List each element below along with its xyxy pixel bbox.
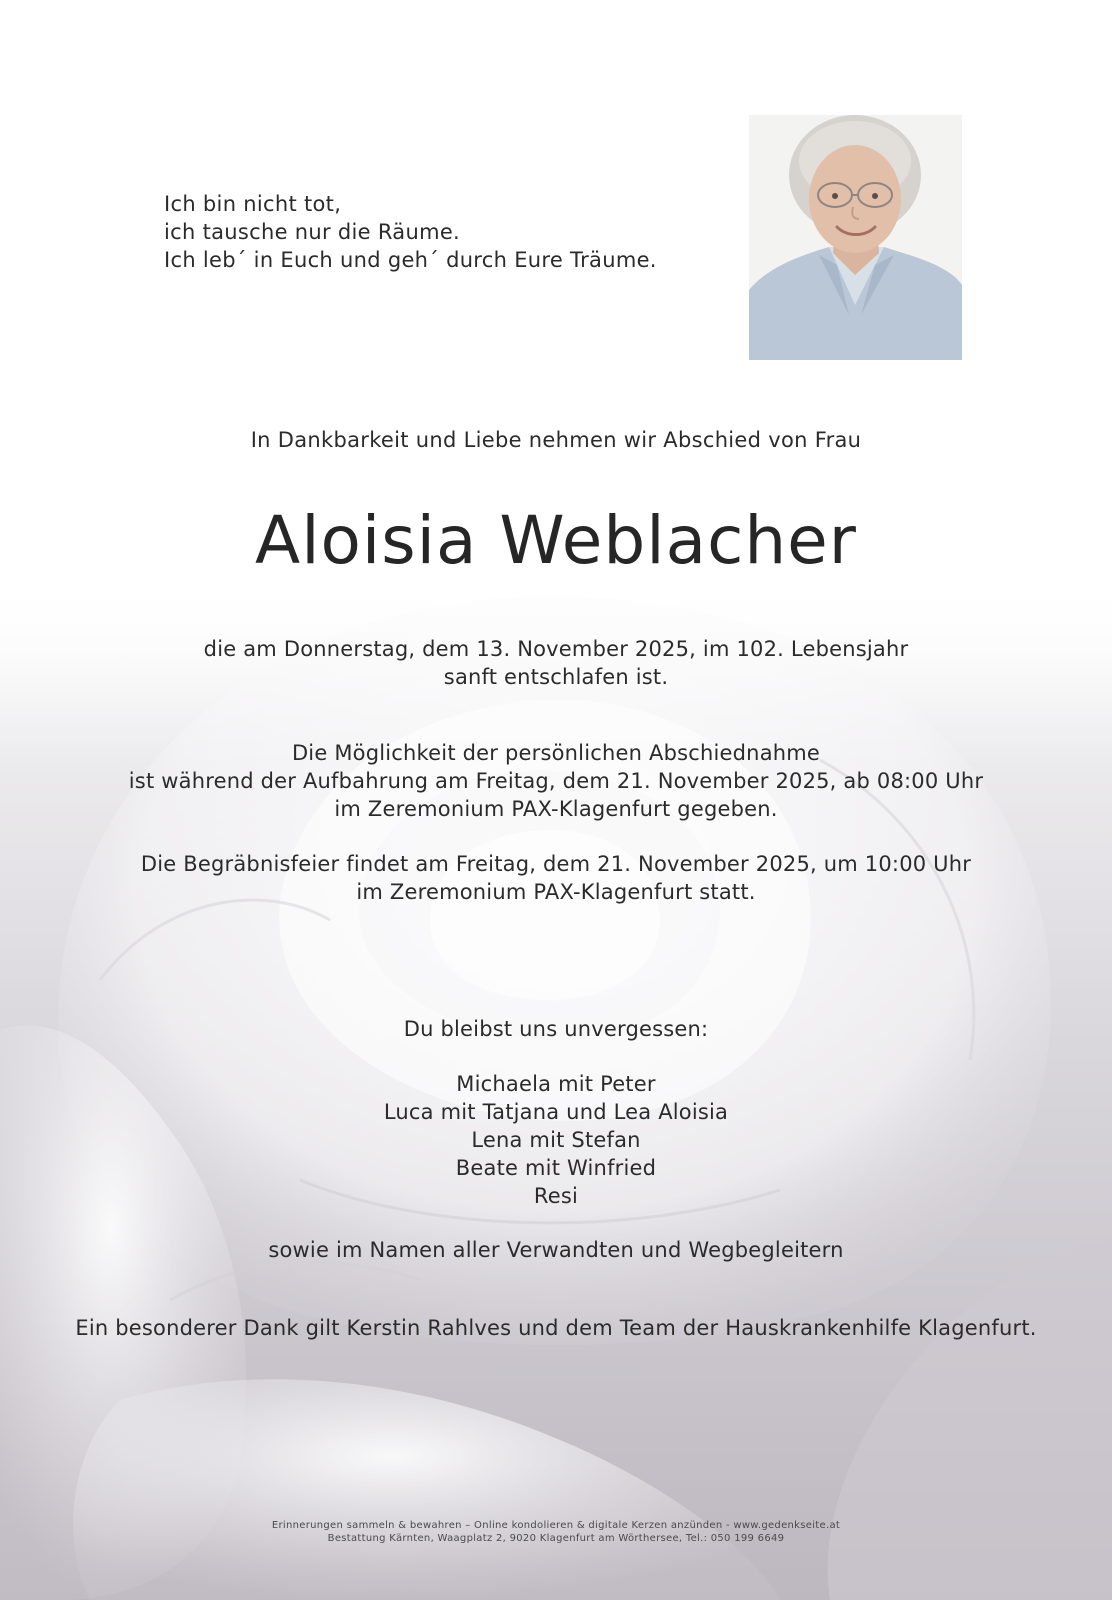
quote-line: Ich leb´ in Euch und geh´ durch Eure Träume.	[164, 248, 657, 272]
family-member: Lena mit Stefan	[471, 1128, 641, 1152]
family-member: Luca mit Tatjana und Lea Aloisia	[383, 1100, 729, 1124]
viewing-line: ist während der Aufbahrung am Freitag, dem 21. November 2025, ab 08:00 Uhr	[128, 769, 984, 793]
relatives-line: sowie im Namen aller Verwandten und Wegbegleitern	[268, 1238, 844, 1262]
quote-line: ich tausche nur die Räume.	[164, 220, 461, 244]
footer	[0, 1519, 1112, 1545]
funeral-line: Die Begräbnisfeier findet am Freitag, dem 21. November 2025, um 10:00 Uhr	[140, 852, 972, 876]
deceased-name: Aloisia Weblacher	[255, 502, 857, 579]
viewing-line: im Zeremonium PAX-Klagenfurt gegeben.	[334, 797, 778, 821]
footer-line: Bestattung Kärnten, Waagplatz 2, 9020 Klagenfurt am Wörthersee, Tel.: 050 199 6649	[327, 1533, 785, 1544]
farewell-intro: In Dankbarkeit und Liebe nehmen wir Abschied von Frau	[250, 428, 862, 452]
viewing-line: Die Möglichkeit der persönlichen Abschiednahme	[291, 741, 821, 765]
memorial-quote	[164, 190, 657, 274]
viewing-notice	[0, 739, 1112, 823]
quote-line: Ich bin nicht tot,	[164, 192, 342, 216]
funeral-notice	[0, 850, 1112, 906]
death-notice-line: die am Donnerstag, dem 13. November 2025, im 102. Lebensjahr	[203, 637, 909, 661]
family-member: Resi	[533, 1184, 579, 1208]
death-notice	[0, 635, 1112, 691]
family-list	[0, 1070, 1112, 1210]
family-member: Michaela mit Peter	[456, 1072, 656, 1096]
special-thanks: Ein besonderer Dank gilt Kerstin Rahlves und dem Team der Hauskrankenhilfe Klagenfurt.	[75, 1316, 1037, 1340]
death-notice-line: sanft entschlafen ist.	[443, 665, 669, 689]
family-member: Beate mit Winfried	[455, 1156, 657, 1180]
remembrance-line: Du bleibst uns unvergessen:	[403, 1017, 709, 1041]
portrait-photo	[749, 115, 962, 360]
footer-line: Erinnerungen sammeln & bewahren – Online kondolieren & digitale Kerzen anzünden - www.gedenkseite.at	[271, 1520, 841, 1531]
funeral-line: im Zeremonium PAX-Klagenfurt statt.	[356, 880, 756, 904]
